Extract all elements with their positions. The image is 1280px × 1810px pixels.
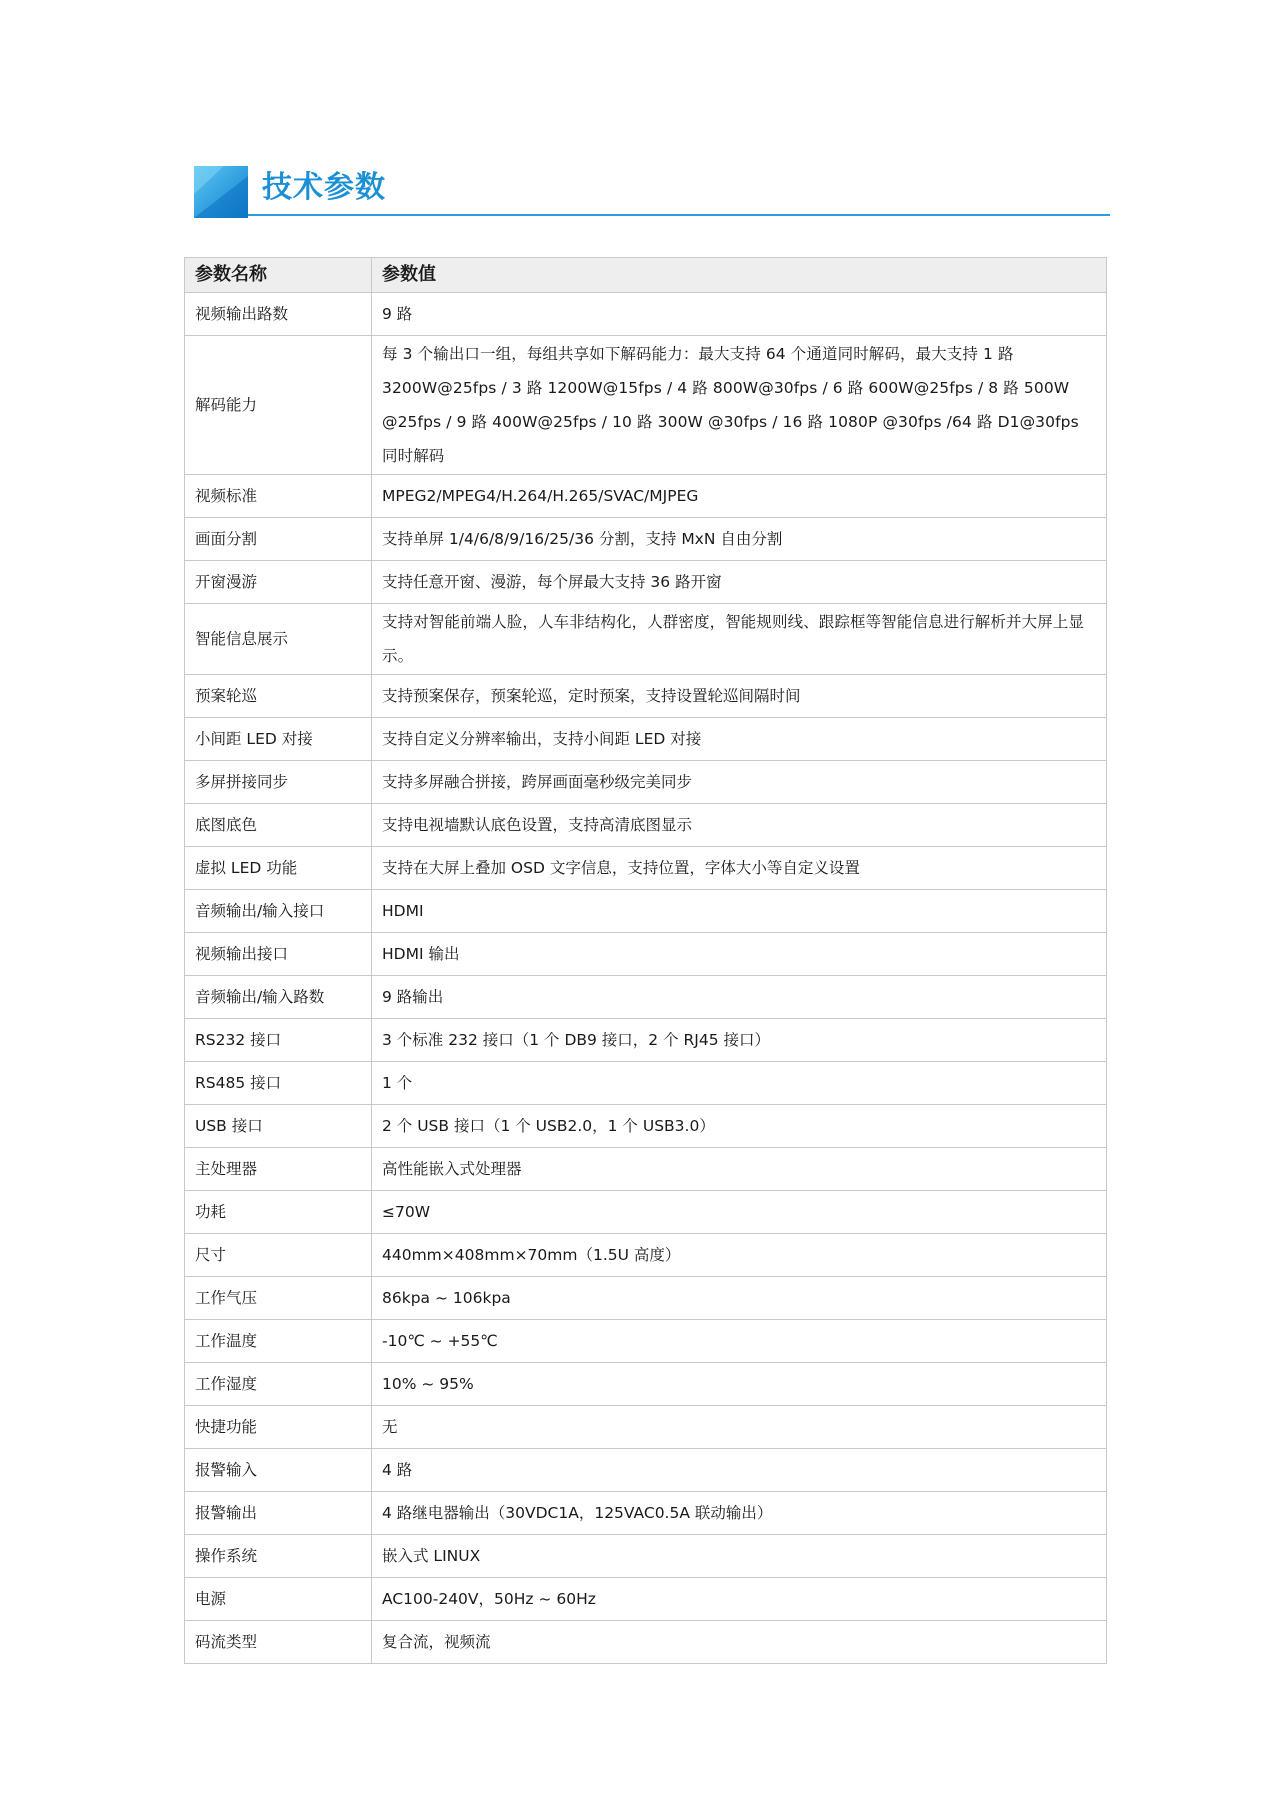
table-row [185, 1320, 1107, 1363]
param-value-cell: 440mm×408mm×70mm（1.5U 高度） [372, 1234, 1107, 1277]
param-name-cell: 虚拟 LED 功能 [185, 847, 372, 890]
param-name-cell: 小间距 LED 对接 [185, 718, 372, 761]
param-value-cell: 支持多屏融合拼接，跨屏画面毫秒级完美同步 [372, 761, 1107, 804]
table-row [185, 1062, 1107, 1105]
param-value-cell: AC100-240V，50Hz ~ 60Hz [372, 1578, 1107, 1621]
param-value-cell: 86kpa ~ 106kpa [372, 1277, 1107, 1320]
table-row [185, 1406, 1107, 1449]
param-value-cell: 9 路 [372, 293, 1107, 336]
param-value-cell: 每 3 个输出口一组，每组共享如下解码能力：最大支持 64 个通道同时解码，最大支持 1 路 3200W@25fps / 3 路 1200W@15fps / 4 路 800W@30fps / 6 路 600W@25fps / 8 路 500W @25fps / 9 路 400W@25fps / 10 路 300W @30fps / 16 路 1080P @30fps /64 路 D1@30fps 同时解码 [372, 336, 1107, 475]
table-row [185, 933, 1107, 976]
table-row [185, 804, 1107, 847]
param-value-cell: MPEG2/MPEG4/H.264/H.265/SVAC/MJPEG [372, 475, 1107, 518]
table-row [185, 761, 1107, 804]
param-name-cell: 预案轮巡 [185, 675, 372, 718]
param-name-cell: 电源 [185, 1578, 372, 1621]
param-value-cell: 支持自定义分辨率输出，支持小间距 LED 对接 [372, 718, 1107, 761]
param-value-cell: 9 路输出 [372, 976, 1107, 1019]
param-value-cell: -10℃ ~ +55℃ [372, 1320, 1107, 1363]
table-row [185, 1234, 1107, 1277]
param-name-cell: 码流类型 [185, 1621, 372, 1664]
table-body [185, 293, 1107, 1664]
param-name-cell: 尺寸 [185, 1234, 372, 1277]
table-row [185, 1191, 1107, 1234]
param-value-cell: 复合流，视频流 [372, 1621, 1107, 1664]
table-row [185, 604, 1107, 675]
table-row [185, 518, 1107, 561]
param-name-cell: 视频标准 [185, 475, 372, 518]
param-name-cell: 报警输入 [185, 1449, 372, 1492]
param-name-cell: 开窗漫游 [185, 561, 372, 604]
param-value-cell: 支持在大屏上叠加 OSD 文字信息，支持位置，字体大小等自定义设置 [372, 847, 1107, 890]
table-row [185, 976, 1107, 1019]
param-value-cell: HDMI 输出 [372, 933, 1107, 976]
param-name-cell: 功耗 [185, 1191, 372, 1234]
table-row [185, 718, 1107, 761]
param-value-cell: 嵌入式 LINUX [372, 1535, 1107, 1578]
param-name-cell: 操作系统 [185, 1535, 372, 1578]
column-header-value: 参数值 [372, 258, 1107, 293]
param-name-cell: 视频输出路数 [185, 293, 372, 336]
section-divider [248, 214, 1110, 216]
param-value-cell: 3 个标准 232 接口（1 个 DB9 接口，2 个 RJ45 接口） [372, 1019, 1107, 1062]
param-value-cell: 4 路 [372, 1449, 1107, 1492]
param-name-cell: RS232 接口 [185, 1019, 372, 1062]
param-value-cell: 支持预案保存，预案轮巡，定时预案，支持设置轮巡间隔时间 [372, 675, 1107, 718]
section-header [194, 166, 1110, 218]
table-row [185, 293, 1107, 336]
param-value-cell: 支持对智能前端人脸，人车非结构化，人群密度，智能规则线、跟踪框等智能信息进行解析并大屏上显示。 [372, 604, 1107, 675]
table-row [185, 847, 1107, 890]
column-header-name: 参数名称 [185, 258, 372, 293]
param-name-cell: 工作气压 [185, 1277, 372, 1320]
param-name-cell: 视频输出接口 [185, 933, 372, 976]
table-row [185, 475, 1107, 518]
param-name-cell: 底图底色 [185, 804, 372, 847]
param-value-cell: 支持单屏 1/4/6/8/9/16/25/36 分割，支持 MxN 自由分割 [372, 518, 1107, 561]
param-name-cell: 多屏拼接同步 [185, 761, 372, 804]
param-value-cell: 支持电视墙默认底色设置，支持高清底图显示 [372, 804, 1107, 847]
table-row [185, 1449, 1107, 1492]
param-value-cell: 2 个 USB 接口（1 个 USB2.0，1 个 USB3.0） [372, 1105, 1107, 1148]
table-row [185, 1105, 1107, 1148]
param-name-cell: 音频输出/输入接口 [185, 890, 372, 933]
table-row [185, 1535, 1107, 1578]
param-name-cell: RS485 接口 [185, 1062, 372, 1105]
param-name-cell: 主处理器 [185, 1148, 372, 1191]
param-name-cell: 报警输出 [185, 1492, 372, 1535]
spec-table [184, 257, 1107, 1664]
table-row [185, 1148, 1107, 1191]
param-value-cell: 高性能嵌入式处理器 [372, 1148, 1107, 1191]
table-row [185, 1363, 1107, 1406]
table-row [185, 1578, 1107, 1621]
param-name-cell: 解码能力 [185, 336, 372, 475]
param-value-cell: 1 个 [372, 1062, 1107, 1105]
table-row [185, 890, 1107, 933]
param-name-cell: 快捷功能 [185, 1406, 372, 1449]
param-name-cell: 工作湿度 [185, 1363, 372, 1406]
param-value-cell: ≤70W [372, 1191, 1107, 1234]
param-name-cell: 工作温度 [185, 1320, 372, 1363]
table-row [185, 1019, 1107, 1062]
table-row [185, 1621, 1107, 1664]
param-name-cell: USB 接口 [185, 1105, 372, 1148]
section-marker-icon [194, 166, 248, 218]
table-header-row [185, 258, 1107, 293]
table-row [185, 561, 1107, 604]
table-row [185, 1492, 1107, 1535]
table-row [185, 675, 1107, 718]
table-row [185, 336, 1107, 475]
param-name-cell: 画面分割 [185, 518, 372, 561]
param-value-cell: 10% ~ 95% [372, 1363, 1107, 1406]
param-value-cell: 无 [372, 1406, 1107, 1449]
param-value-cell: 4 路继电器输出（30VDC1A，125VAC0.5A 联动输出） [372, 1492, 1107, 1535]
param-value-cell: 支持任意开窗、漫游，每个屏最大支持 36 路开窗 [372, 561, 1107, 604]
param-name-cell: 音频输出/输入路数 [185, 976, 372, 1019]
section-title: 技术参数 [262, 170, 386, 205]
param-name-cell: 智能信息展示 [185, 604, 372, 675]
param-value-cell: HDMI [372, 890, 1107, 933]
table-row [185, 1277, 1107, 1320]
